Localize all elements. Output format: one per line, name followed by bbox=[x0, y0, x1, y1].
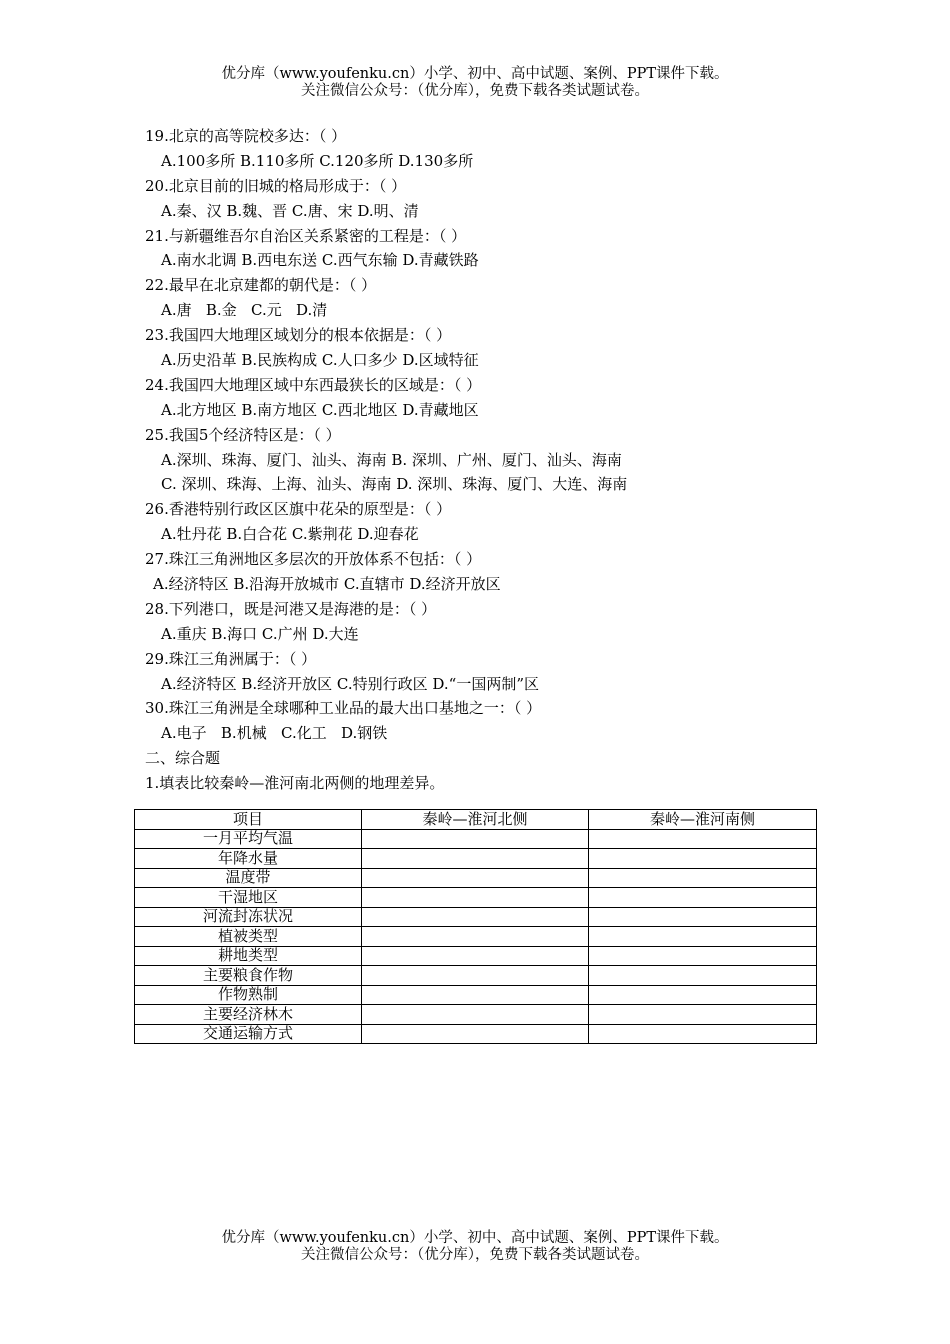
table-row bbox=[135, 868, 817, 888]
section-2-question-1: 1.填表比较秦岭—淮河南北两侧的地理差异。 bbox=[145, 774, 445, 793]
table-row bbox=[135, 888, 817, 908]
north-cell[interactable] bbox=[362, 829, 589, 849]
south-cell[interactable] bbox=[589, 907, 817, 927]
question-23: 23.我国四大地理区域划分的根本依据是：（ ） bbox=[145, 326, 452, 345]
row-label: 年降水量 bbox=[135, 849, 362, 869]
header-line-2: 关注微信公众号：（优分库），免费下载各类试题试卷。 bbox=[301, 83, 649, 99]
table-header-row bbox=[135, 810, 817, 830]
footer-line-2: 关注微信公众号：（优分库），免费下载各类试题试卷。 bbox=[301, 1247, 649, 1263]
question-25-options-cd: C. 深圳、珠海、上海、汕头、海南 D. 深圳、珠海、厦门、大连、海南 bbox=[161, 475, 628, 494]
question-19-options: A.100多所 B.110多所 C.120多所 D.130多所 bbox=[161, 151, 474, 170]
south-cell[interactable] bbox=[589, 966, 817, 986]
north-cell[interactable] bbox=[362, 927, 589, 947]
table-row bbox=[135, 907, 817, 927]
north-cell[interactable] bbox=[362, 868, 589, 888]
question-27: 27.珠江三角洲地区多层次的开放体系不包括：（ ） bbox=[145, 550, 482, 569]
question-28-options: A.重庆 B.海口 C.广州 D.大连 bbox=[161, 624, 359, 643]
comparison-table bbox=[134, 809, 817, 1044]
question-20-options: A.秦、汉 B.魏、晋 C.唐、宋 D.明、清 bbox=[161, 201, 419, 220]
question-29-options: A.经济特区 B.经济开放区 C.特别行政区 D.“一国两制”区 bbox=[161, 674, 540, 693]
south-cell[interactable] bbox=[589, 888, 817, 908]
north-cell[interactable] bbox=[362, 966, 589, 986]
table-row bbox=[135, 849, 817, 869]
south-cell[interactable] bbox=[589, 1024, 817, 1044]
table-header-south: 秦岭—淮河南侧 bbox=[589, 810, 817, 830]
south-cell[interactable] bbox=[589, 985, 817, 1005]
table-row bbox=[135, 946, 817, 966]
question-20: 20.北京目前的旧城的格局形成于：（ ） bbox=[145, 176, 407, 195]
question-23-options: A.历史沿革 B.民族构成 C.人口多少 D.区域特征 bbox=[161, 351, 479, 370]
north-cell[interactable] bbox=[362, 1005, 589, 1025]
page-footer bbox=[0, 1230, 950, 1264]
question-26-options: A.牡丹花 B.白合花 C.紫荆花 D.迎春花 bbox=[161, 525, 419, 544]
row-label: 主要经济林木 bbox=[135, 1005, 362, 1025]
row-label: 温度带 bbox=[135, 868, 362, 888]
north-cell[interactable] bbox=[362, 907, 589, 927]
table-row bbox=[135, 1005, 817, 1025]
table-row bbox=[135, 829, 817, 849]
table-row bbox=[135, 966, 817, 986]
question-30: 30.珠江三角洲是全球哪种工业品的最大出口基地之一：（ ） bbox=[145, 699, 542, 718]
table-row bbox=[135, 927, 817, 947]
question-25-options-ab: A.深圳、珠海、厦门、汕头、海南 B. 深圳、广州、厦门、汕头、海南 bbox=[161, 450, 622, 469]
north-cell[interactable] bbox=[362, 985, 589, 1005]
south-cell[interactable] bbox=[589, 927, 817, 947]
north-cell[interactable] bbox=[362, 946, 589, 966]
question-27-options: A.经济特区 B.沿海开放城市 C.直辖市 D.经济开放区 bbox=[153, 575, 501, 594]
table-row bbox=[135, 985, 817, 1005]
row-label: 一月平均气温 bbox=[135, 829, 362, 849]
question-22: 22.最早在北京建都的朝代是：（ ） bbox=[145, 276, 377, 295]
question-30-options: A.电子 B.机械 C.化工 D.钢铁 bbox=[161, 724, 388, 743]
question-22-options: A.唐 B.金 C.元 D.清 bbox=[161, 301, 328, 320]
question-21-options: A.南水北调 B.西电东送 C.西气东输 D.青藏铁路 bbox=[161, 251, 479, 270]
north-cell[interactable] bbox=[362, 849, 589, 869]
table-row bbox=[135, 1024, 817, 1044]
page-header bbox=[0, 66, 950, 100]
table-header-item: 项目 bbox=[135, 810, 362, 830]
south-cell[interactable] bbox=[589, 829, 817, 849]
question-29: 29.珠江三角洲属于：（ ） bbox=[145, 649, 317, 668]
question-24-options: A.北方地区 B.南方地区 C.西北地区 D.青藏地区 bbox=[161, 400, 479, 419]
question-28: 28.下列港口，既是河港又是海港的是：（ ） bbox=[145, 599, 437, 618]
south-cell[interactable] bbox=[589, 868, 817, 888]
question-26: 26.香港特别行政区区旗中花朵的原型是：（ ） bbox=[145, 500, 452, 519]
south-cell[interactable] bbox=[589, 946, 817, 966]
row-label: 作物熟制 bbox=[135, 985, 362, 1005]
footer-line-1: 优分库（www.youfenku.cn）小学、初中、高中试题、案例、PPT课件下载。 bbox=[221, 1230, 729, 1246]
question-21: 21.与新疆维吾尔自治区关系紧密的工程是：（ ） bbox=[145, 226, 467, 245]
header-line-1: 优分库（www.youfenku.cn）小学、初中、高中试题、案例、PPT课件下载。 bbox=[221, 66, 729, 82]
row-label: 交通运输方式 bbox=[135, 1024, 362, 1044]
row-label: 主要粮食作物 bbox=[135, 966, 362, 986]
south-cell[interactable] bbox=[589, 1005, 817, 1025]
north-cell[interactable] bbox=[362, 888, 589, 908]
table-header-north: 秦岭—淮河北侧 bbox=[362, 810, 589, 830]
question-25: 25.我国5个经济特区是：（ ） bbox=[145, 425, 341, 444]
row-label: 河流封冻状况 bbox=[135, 907, 362, 927]
section-2-title: 二、综合题 bbox=[145, 749, 221, 768]
north-cell[interactable] bbox=[362, 1024, 589, 1044]
row-label: 耕地类型 bbox=[135, 946, 362, 966]
question-19: 19.北京的高等院校多达：（ ） bbox=[145, 127, 347, 145]
question-list bbox=[145, 124, 845, 796]
row-label: 植被类型 bbox=[135, 927, 362, 947]
south-cell[interactable] bbox=[589, 849, 817, 869]
question-24: 24.我国四大地理区域中东西最狭长的区域是：（ ） bbox=[145, 375, 482, 394]
row-label: 干湿地区 bbox=[135, 888, 362, 908]
